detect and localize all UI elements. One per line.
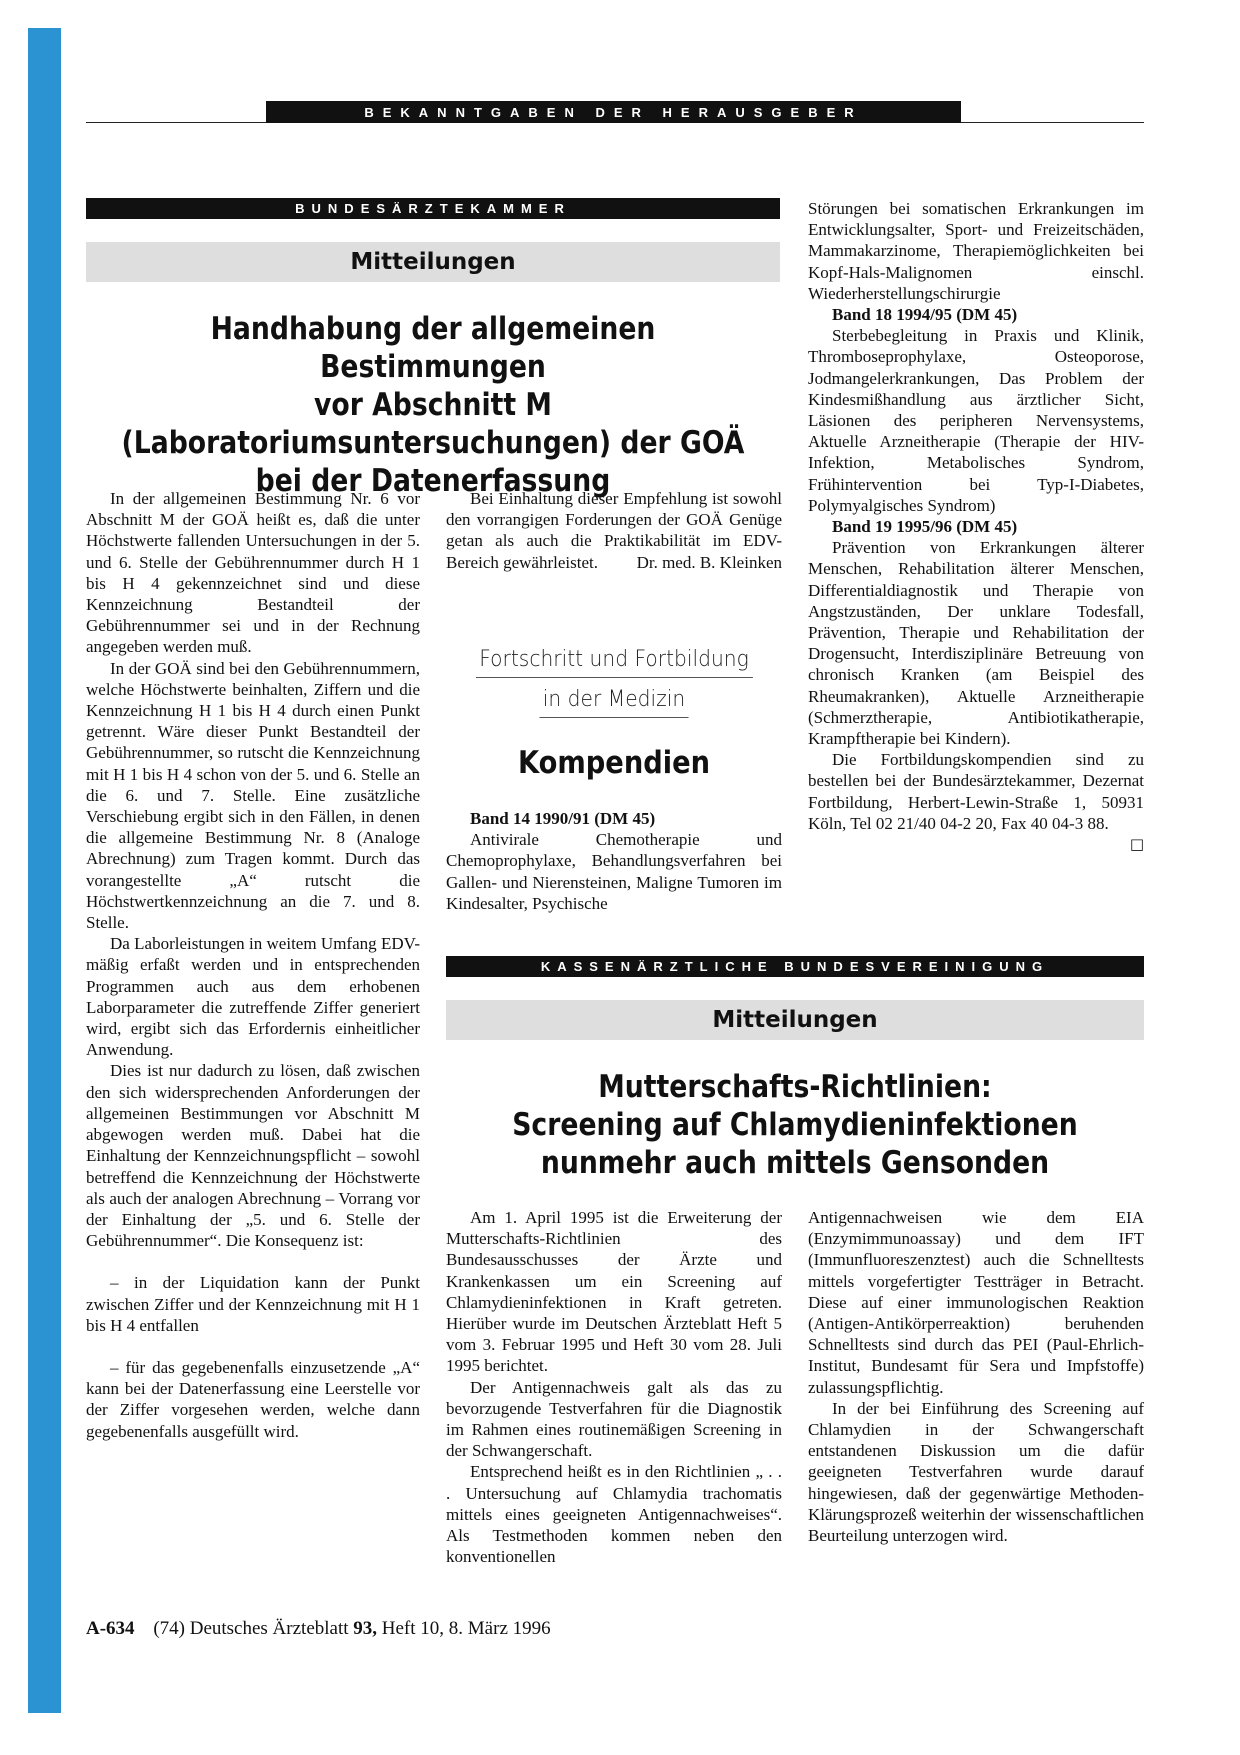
- side-color-strip: [28, 28, 61, 1713]
- headline-line: bei der Datenerfassung: [255, 463, 611, 499]
- kompendien-column-3: [808, 198, 1144, 855]
- article1-headline: [117, 310, 748, 500]
- paragraph: Da Laborleistungen in weitem Umfang EDV-mäßig erfaßt werden und in entsprechenden Programmen auch aus dem erhobenen Laborparameter die zutreffende Ziffer generiert wird, ergibt sich das Erfordernis einheitlicher Anwendung.: [86, 934, 420, 1060]
- band-description: Sterbebegleitung in Praxis und Klinik, Thromboseprophylaxe, Osteoporose, Jodmangelerkrankungen, Das Problem der Kindesmißhandlung aus ärztlicher Sicht, Läsionen des peripheren Nervensystems, Aktuelle Arzneitherapie (Therapie der HIV-Infektion, Metabolisches Syndrom, Frühintervention bei Typ-I-Diabetes, Polymyalgisches Syndrom): [808, 326, 1144, 515]
- headline-line: Screening auf Chlamydieninfektionen: [512, 1107, 1078, 1143]
- paragraph: Dies ist nur dadurch zu lösen, daß zwischen den sich widersprechenden Anforderungen der allgemeinen Bestimmungen vor Abschnitt M abgewogen werden muß. Dabei hat die Einhaltung der Kennzeichnungspflicht – sowohl betreffend die Kennzeichnung der Höchstwerte als auch der analogen Abrechnung – Vorrang vor der Einhaltung der „5. und 6. Stelle der Gebührennummer“. Die Konsequenz ist:: [86, 1061, 420, 1251]
- headline-line: vor Abschnitt M: [314, 387, 552, 423]
- headline-line: Handhabung der allgemeinen Bestimmungen: [210, 311, 656, 385]
- paragraph: Am 1. April 1995 ist die Erweiterung der Mutterschafts-Richtlinien des Bundesausschusses der Ärzte und Krankenkassen um ein Screening auf Chlamydieninfektionen in Kraft getreten. Hierüber wurde im Deutschen Ärzteblatt Heft 5 vom 3. Februar 1995 und Heft 30 vom 28. Juli 1995 berichtet.: [446, 1208, 782, 1376]
- kompendien-title: Kompendien: [517, 745, 711, 781]
- section-band-mitteilungen-1: Mitteilungen: [86, 242, 780, 282]
- publisher-header-band: BEKANNTGABEN DER HERAUSGEBER: [266, 101, 961, 123]
- band-description-cont: Störungen bei somatischen Erkrankungen im Entwicklungsalter, Sport- und Freizeitschäden, Mammakarzinome, Therapiemöglichkeiten bei Kopf-Hals-Malignomen einschl. Wiederherstellungschirurgie: [808, 199, 1144, 303]
- band-heading: Band 19 1995/96 (DM 45): [832, 517, 1018, 537]
- band-heading: Band 14 1990/91 (DM 45): [470, 809, 656, 828]
- article1-column-2: [446, 488, 782, 573]
- band-description: Antivirale Chemotherapie und Chemoprophylaxe, Behandlungsverfahren bei Gallen- und Nierensteinen, Maligne Tumoren im Kindesalter, Psychische: [446, 830, 782, 913]
- author-signature: Dr. med. B. Kleinken: [636, 552, 782, 572]
- headline-line: (Laboratoriumsuntersuchungen) der GOÄ: [121, 425, 745, 461]
- org-band-baek: BUNDESÄRZTEKAMMER: [86, 198, 780, 219]
- citation-pre: (74) Deutsches Ärzteblatt: [153, 1618, 349, 1639]
- rubric-line: Fortschritt und Fortbildung: [476, 643, 753, 678]
- org-band-kbv: KASSENÄRZTLICHE BUNDESVEREINIGUNG: [446, 956, 1144, 977]
- citation-post: Heft 10, 8. März 1996: [381, 1618, 551, 1639]
- page-footer: [86, 1618, 551, 1640]
- kompendien-column-2: [446, 808, 782, 914]
- section-band-mitteilungen-2: Mitteilungen: [446, 1000, 1144, 1040]
- article1-column-1: [86, 488, 420, 1442]
- paragraph: In der bei Einführung des Screening auf Chlamydien in der Schwangerschaft entstandenen Diskussion um die dafür geeigneten Testverfahren wurde darauf hingewiesen, daß der gegenwärtige Methoden-Klärungsprozeß weiterhin der wissenschaftlichen Beurteilung unterzogen wird.: [808, 1398, 1144, 1546]
- paragraph: In der allgemeinen Bestimmung Nr. 6 vor Abschnitt M der GOÄ heißt es, daß die unter Höchstwerte fallenden Untersuchungen in der 5. und 6. Stelle der Gebührennummer durch H 1 bis H 4 gekennzeichnet sind und diese Kennzeichnung Bestandteil der Gebührennummer sei und in der Rechnung angegeben werden muß.: [86, 489, 420, 657]
- paragraph: Entsprechend heißt es in den Richtlinien „ . . . Untersuchung auf Chlamydia trachomatis mittels eines geeigneten Antigennachweises“. Als Testmethoden kommen neben den konventionellen: [446, 1462, 782, 1567]
- rubric-fortschritt: [459, 640, 768, 720]
- paragraph: Der Antigennachweis galt als das zu bevorzugende Testverfahren für die Diagnostik im Rahmen eines routinemäßigen Screening in der Schwangerschaft.: [446, 1377, 782, 1461]
- citation-volume: 93,: [353, 1618, 378, 1639]
- article2-column-2: [808, 1207, 1144, 1546]
- headline-line: nunmehr auch mittels Gensonden: [540, 1145, 1050, 1181]
- paragraph: Bei Einhaltung dieser Empfehlung ist sowohl den vorrangigen Forderungen der GOÄ Genüge getan als auch die Praktikabilität im EDV-Bereich gewährleistet.: [446, 489, 782, 572]
- article2-column-1: [446, 1207, 782, 1567]
- page-number: A-634: [86, 1618, 135, 1639]
- list-item: – in der Liquidation kann der Punkt zwischen Ziffer und der Kennzeichnung mit H 1 bis H 4 entfallen: [86, 1273, 420, 1335]
- paragraph: In der GOÄ sind bei den Gebührennummern, welche Höchstwerte beinhalten, Ziffern und die Kennzeichnung H 1 bis H 4 durch einen Punkt getrennt. Wäre dieser Punkt Bestandteil der Gebührennummer, so rutscht die Kennzeichnung mit H 1 bis H 4 schon von der 5. und 6. Stelle an die 6. und 7. Stelle. Eine zusätzliche Verschiebung ergibt sich in den Fällen, in denen die allgemeine Bestimmung Nr. 8 (Analoge Abrechnung) zum Tragen kommt. Durch das vorangestellte „A“ rutscht die Höchstwertkennzeichnung an die 7. und 8. Stelle.: [86, 658, 420, 933]
- paragraph: Antigennachweisen wie dem EIA (Enzymimmunoassay) und dem IFT (Immunfluoreszenztest) auch die Schnelltests mittels vorgefertigter Testträger in Betracht. Diese auf einer immunologischen Reaktion (Antigen-Antikörperreaktion) beruhenden Schnelltests sind durch das PEI (Paul-Ehrlich-Institut, Bundesamt für Sera und Impfstoffe) zulassungspflichtig.: [808, 1208, 1144, 1397]
- rubric-line: in der Medizin: [539, 683, 689, 718]
- band-heading: Band 18 1994/95 (DM 45): [832, 305, 1018, 325]
- order-info: [808, 749, 1144, 854]
- band-description: Prävention von Erkrankungen älterer Menschen, Rehabilitation älterer Menschen, Differentialdiagnostik und Therapie von Angstzuständen, Der unklare Todesfall, Prävention, Therapie und Rehabilitation der Drogensucht, Interdisziplinäre Betreuung von chronisch Kranken (am Beispiel des Rheumakranken), Aktuelle Arzneitherapie (Schmerztherapie, Antibiotikatherapie, Krampftherapie bei Kindern).: [808, 538, 1144, 749]
- list-item: – für das gegebenenfalls einzusetzende „A“ kann bei der Datenerfassung eine Leerstelle vor der Ziffer vorgesehen werden, welche dann gegebenenfalls ausgefüllt wird.: [86, 1357, 420, 1441]
- article2-headline: [495, 1068, 1095, 1182]
- end-mark-icon: □: [1129, 835, 1144, 854]
- order-text: Die Fortbildungskompendien sind zu bestellen bei der Bundesärztekammer, Dezernat Fortbildung, Herbert-Lewin-Straße 1, 50931 Köln, Tel 02 21/40 04-2 20, Fax 40 04-3 88.: [808, 750, 1144, 833]
- headline-line: Mutterschafts-Richtlinien:: [598, 1069, 992, 1105]
